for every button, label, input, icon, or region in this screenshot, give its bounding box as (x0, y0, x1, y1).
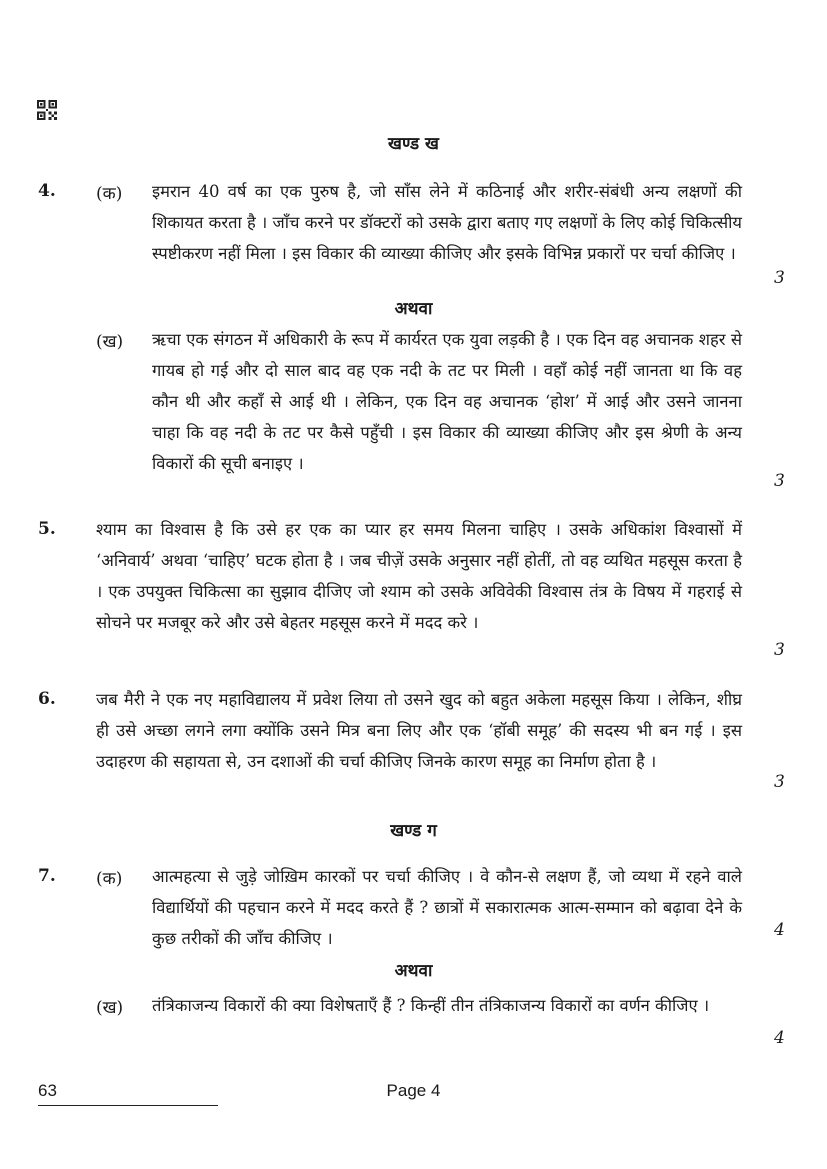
qr-code-icon (37, 100, 57, 120)
section-heading-kha: खण्ड ख (388, 134, 439, 154)
q7-part-a-label: (क) (96, 869, 123, 889)
q4-part-a-text: इमरान 40 वर्ष का एक पुरुष है, जो साँस लेने में कठिनाई और शरीर-संबंधी अन्य लक्षणों की शिकायत करता है । जाँच करने पर डॉक्टरों को उसके द्वारा बताए गए लक्षणों के लिए कोई चिकित्सीय स्पष्टीकरण नहीं मिला । इस विकार की व्याख्या कीजिए और इसके विभिन्न प्रकारों पर चर्चा कीजिए । (152, 182, 742, 263)
q4-part-b-marks: 3 (774, 471, 785, 491)
q5-text: श्याम का विश्वास है कि उसे हर एक का प्यार हर समय मिलना चाहिए । उसके अधिकांश विश्वासों में ‘अनिवार्य’ अथवा ‘चाहिए’ घटक होता है । जब चीज़ें उसके अनुसार नहीं होतीं, तो वह व्यथित महसूस करता है । एक उपयुक्त चिकित्सा का सुझाव दीजिए जो श्याम को उसके अविवेकी विश्वास तंत्र के विषय में गहराई से सोचने पर मजबूर करे और उसे बेहतर महसूस करने में मदद करे । (96, 520, 742, 632)
q4-part-b-label: (ख) (96, 332, 124, 352)
q6-text: जब मैरी ने एक नए महाविद्यालय में प्रवेश लिया तो उसने खुद को बहुत अकेला महसूस किया । लेकिन, शीघ्र ही उसे अच्छा लगने लगा क्योंकि उसने मित्र बना लिए और एक ‘हॉबी समूह’ की सदस्य भी बन गई । इस उदाहरण की सहायता से, उन दशाओं की चर्चा कीजिए जिनके कारण समूह का निर्माण होता है । (96, 690, 742, 771)
or-separator-q4: अथवा (394, 299, 433, 319)
q7-part-b-marks: 4 (774, 1028, 785, 1048)
q7-part-a-text: आत्महत्या से जुड़े जोख़िम कारकों पर चर्चा कीजिए । वे कौन-से लक्षण हैं, जो व्यथा में रहने वाले विद्यार्थियों की पहचान करने में मदद करते हैं ? छात्रों में सकारात्मक आत्म-सम्मान को बढ़ावा देने के कुछ तरीकों की जाँच कीजिए । (152, 867, 742, 948)
section-heading-ga: खण्ड ग (390, 821, 437, 841)
q4-part-b-text: ऋचा एक संगठन में अधिकारी के रूप में कार्यरत एक युवा लड़की है । एक दिन वह अचानक शहर से गायब हो गई और दो साल बाद वह एक नदी के तट पर मिली । वहाँ कोई नहीं जानता था कि वह कौन थी और कहाँ से आई थी । लेकिन, एक दिन वह अचानक ‘होश’ में आई और उसने जानना चाहा कि वह नदी के तट पर कैसे पहुँची । इस विकार की व्याख्या कीजिए और इस श्रेणी के अन्य विकारों की सूची बनाइए । (152, 330, 742, 473)
page-number: Page 4 (386, 1081, 441, 1100)
question-number-6: 6. (38, 689, 56, 709)
question-number-5: 5. (38, 519, 56, 539)
q7-part-b-text: तंत्रिकाजन्य विकारों की क्या विशेषताएँ हैं ? किन्हीं तीन तंत्रिकाजन्य विकारों का वर्णन कीजिए । (152, 996, 710, 1015)
or-separator-q7: अथवा (394, 961, 433, 981)
paper-code: 63 (38, 1081, 57, 1100)
q4-part-a-label: (क) (96, 184, 123, 204)
question-number-7: 7. (38, 866, 56, 886)
q7-part-a-marks: 4 (774, 920, 785, 940)
footer-rule (38, 1105, 218, 1106)
q5-marks: 3 (774, 640, 785, 660)
q4-part-a-marks: 3 (774, 268, 785, 288)
q6-marks: 3 (774, 772, 785, 792)
q7-part-b-label: (ख) (96, 998, 124, 1018)
question-number-4: 4. (38, 181, 56, 201)
